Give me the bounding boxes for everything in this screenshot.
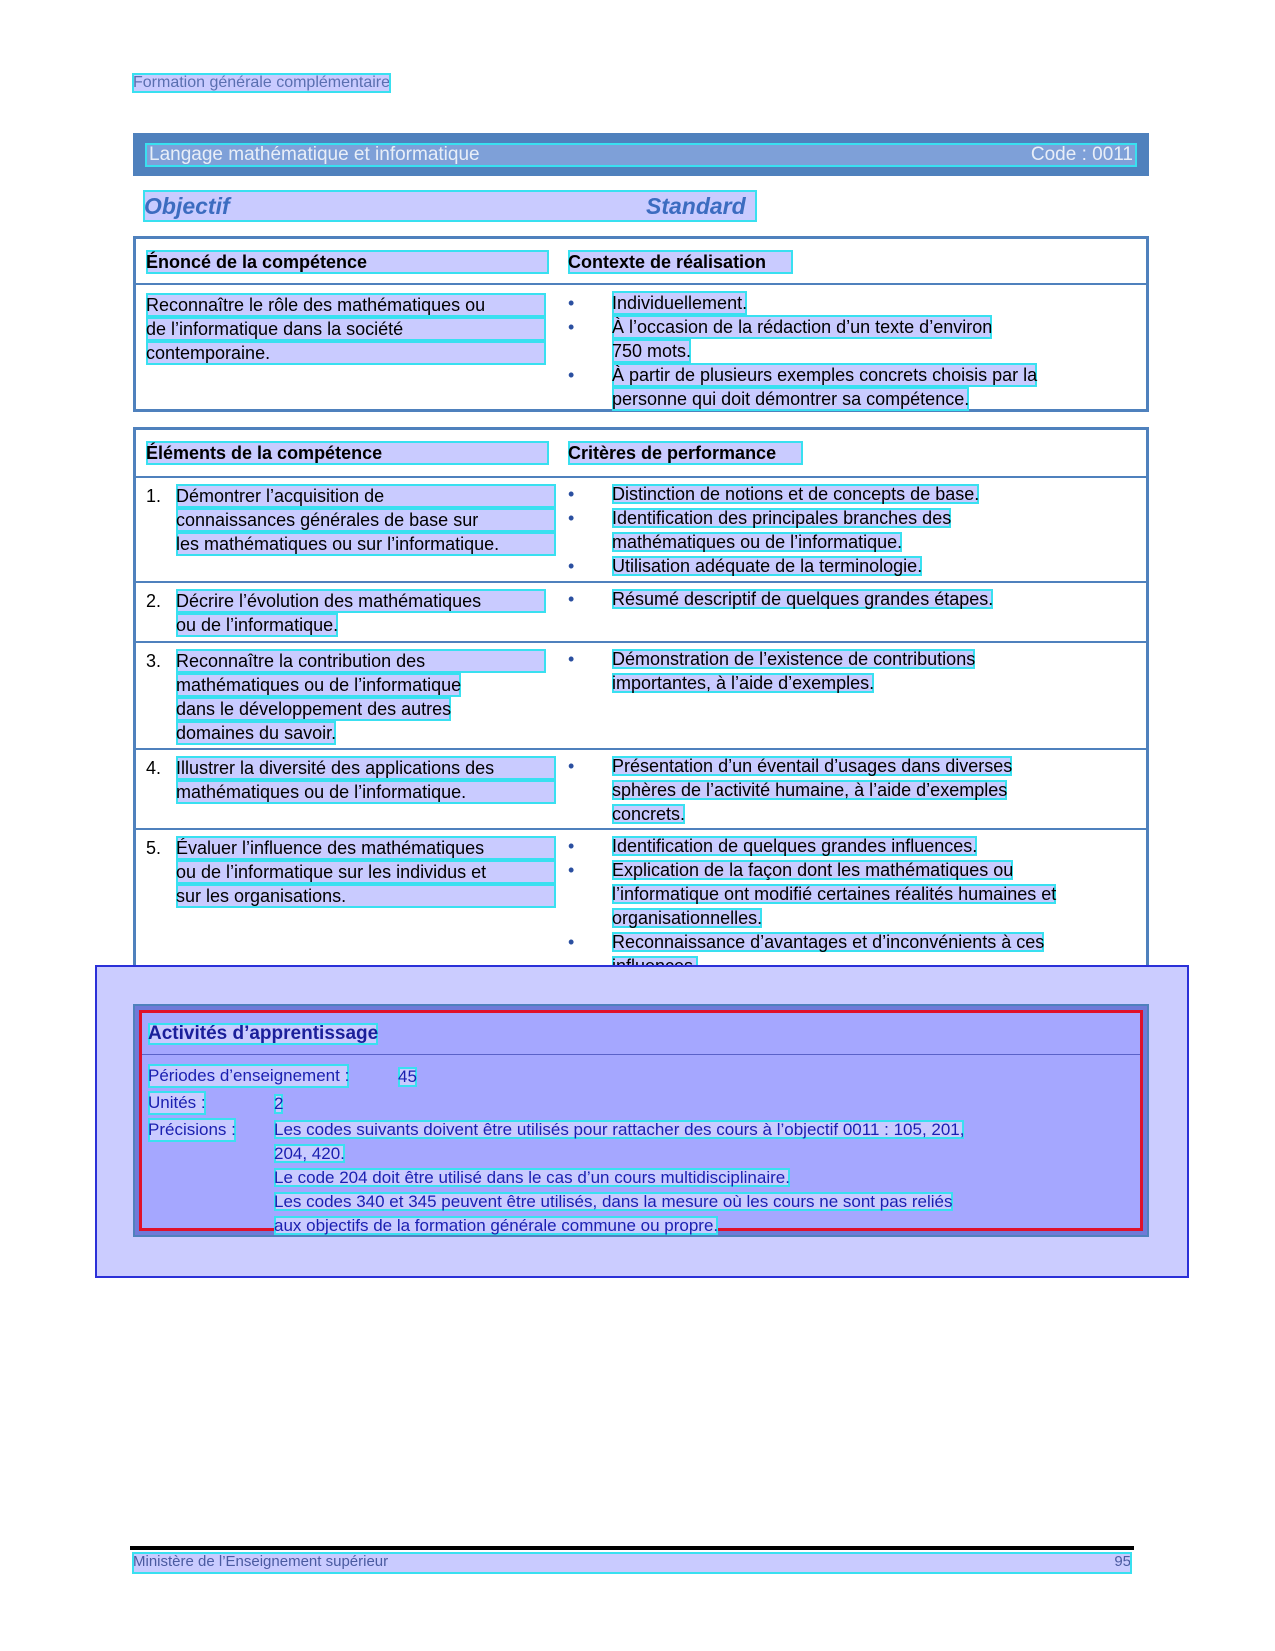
list-item: • Démonstration de l’existence de contributions importantes, à l’aide d’exemples. [568, 647, 1133, 695]
element-1: 1. Démontrer l’acquisition de connaissances générales de base sur les mathématiques ou sur l’informatique. [146, 484, 556, 556]
elements-box [133, 427, 1149, 983]
element-2: 2. Décrire l’évolution des mathématiques ou de l’informatique. [146, 589, 546, 637]
context-heading: Contexte de réalisation [568, 250, 793, 274]
list-item: • Reconnaissance d’avantages et d’inconvénients à ces [568, 930, 1133, 978]
subheads [144, 191, 756, 221]
list-item: • À partir de plusieurs exemples concrets choisis par la personne qui doit démontrer sa compétence. [568, 363, 1133, 411]
criteria-heading: Critères de performance [568, 441, 803, 465]
periods-label: Périodes d’enseignement : [148, 1064, 349, 1088]
list-item: • Identification des principales branches des mathématiques ou de l’informatique. [568, 506, 1133, 554]
activities-box [133, 1004, 1149, 1237]
course-title: Langage mathématique et informatique [149, 144, 480, 165]
page-footer [133, 1553, 1131, 1573]
activities-title: Activités d’apprentissage [148, 1023, 379, 1044]
list-item: • Individuellement. [568, 291, 1133, 315]
periods-value: 45 [398, 1067, 417, 1086]
precisions-label: Précisions : [148, 1118, 236, 1142]
criteria-2 [568, 587, 1133, 611]
course-code: Code : 0011 [1030, 144, 1133, 165]
precisions-text: Les codes suivants doivent être utilisés pour rattacher des cours à l’objectif 0011 : 105, 201, 204, 420. Le code 204 doit être utilisé dans le cas d’un cours multidisciplinaire. Les codes 340 et 345 peuvent être utilisés, dans la mesure où les cours ne sont pas reliés aux objectifs de la formation générale commune ou propre. [274, 1120, 965, 1235]
list-item: • À l’occasion de la rédaction d’un texte d’environ 750 mots. [568, 315, 1133, 363]
criteria-3 [568, 647, 1133, 695]
list-item: • Utilisation adéquate de la terminologie. [568, 554, 1133, 578]
list-item: • Résumé descriptif de quelques grandes étapes. [568, 587, 1133, 611]
list-item: • Identification de quelques grandes influences. [568, 834, 1133, 858]
title-bar [133, 133, 1149, 176]
statement-heading: Énoncé de la compétence [146, 250, 549, 274]
criteria-5 [568, 834, 1133, 978]
page-number: 95 [1114, 1553, 1131, 1570]
competence-box [133, 236, 1149, 412]
element-3: 3. Reconnaître la contribution des mathématiques ou de l’informatique dans le développement des autres domaines du savoir. [146, 649, 546, 745]
page-header: Formation générale complémentaire [133, 74, 391, 91]
objective-heading: Objectif [144, 192, 230, 219]
context-list [568, 291, 1133, 411]
competence-statement: Reconnaître le rôle des mathématiques ou de l’informatique dans la société contemporaine. [146, 293, 546, 365]
standard-heading: Standard [646, 192, 746, 219]
footer-rule [130, 1546, 1134, 1550]
criteria-4 [568, 754, 1133, 826]
element-4: 4. Illustrer la diversité des applications des mathématiques ou de l’informatique. [146, 756, 556, 804]
list-item: • Présentation d’un éventail d’usages dans diverses sphères de l’activité humaine, à l’aide d’exemples concrets. [568, 754, 1133, 826]
list-item: • Explication de la façon dont les mathématiques ou l’informatique ont modifié certaines réalités humaines et organisationnelles. [568, 858, 1133, 930]
list-item: • Distinction de notions et de concepts de base. [568, 482, 1133, 506]
activities-inner [139, 1010, 1143, 1235]
activities-divider [142, 1054, 1140, 1055]
criteria-1 [568, 482, 1133, 578]
ministry-name: Ministère de l’Enseignement supérieur [133, 1553, 389, 1570]
elements-heading: Éléments de la compétence [146, 441, 549, 465]
element-5: 5. Évaluer l’influence des mathématiques ou de l’informatique sur les individus et sur les organisations. [146, 836, 556, 908]
units-label: Unités : [148, 1091, 206, 1115]
units-value: 2 [274, 1094, 284, 1113]
